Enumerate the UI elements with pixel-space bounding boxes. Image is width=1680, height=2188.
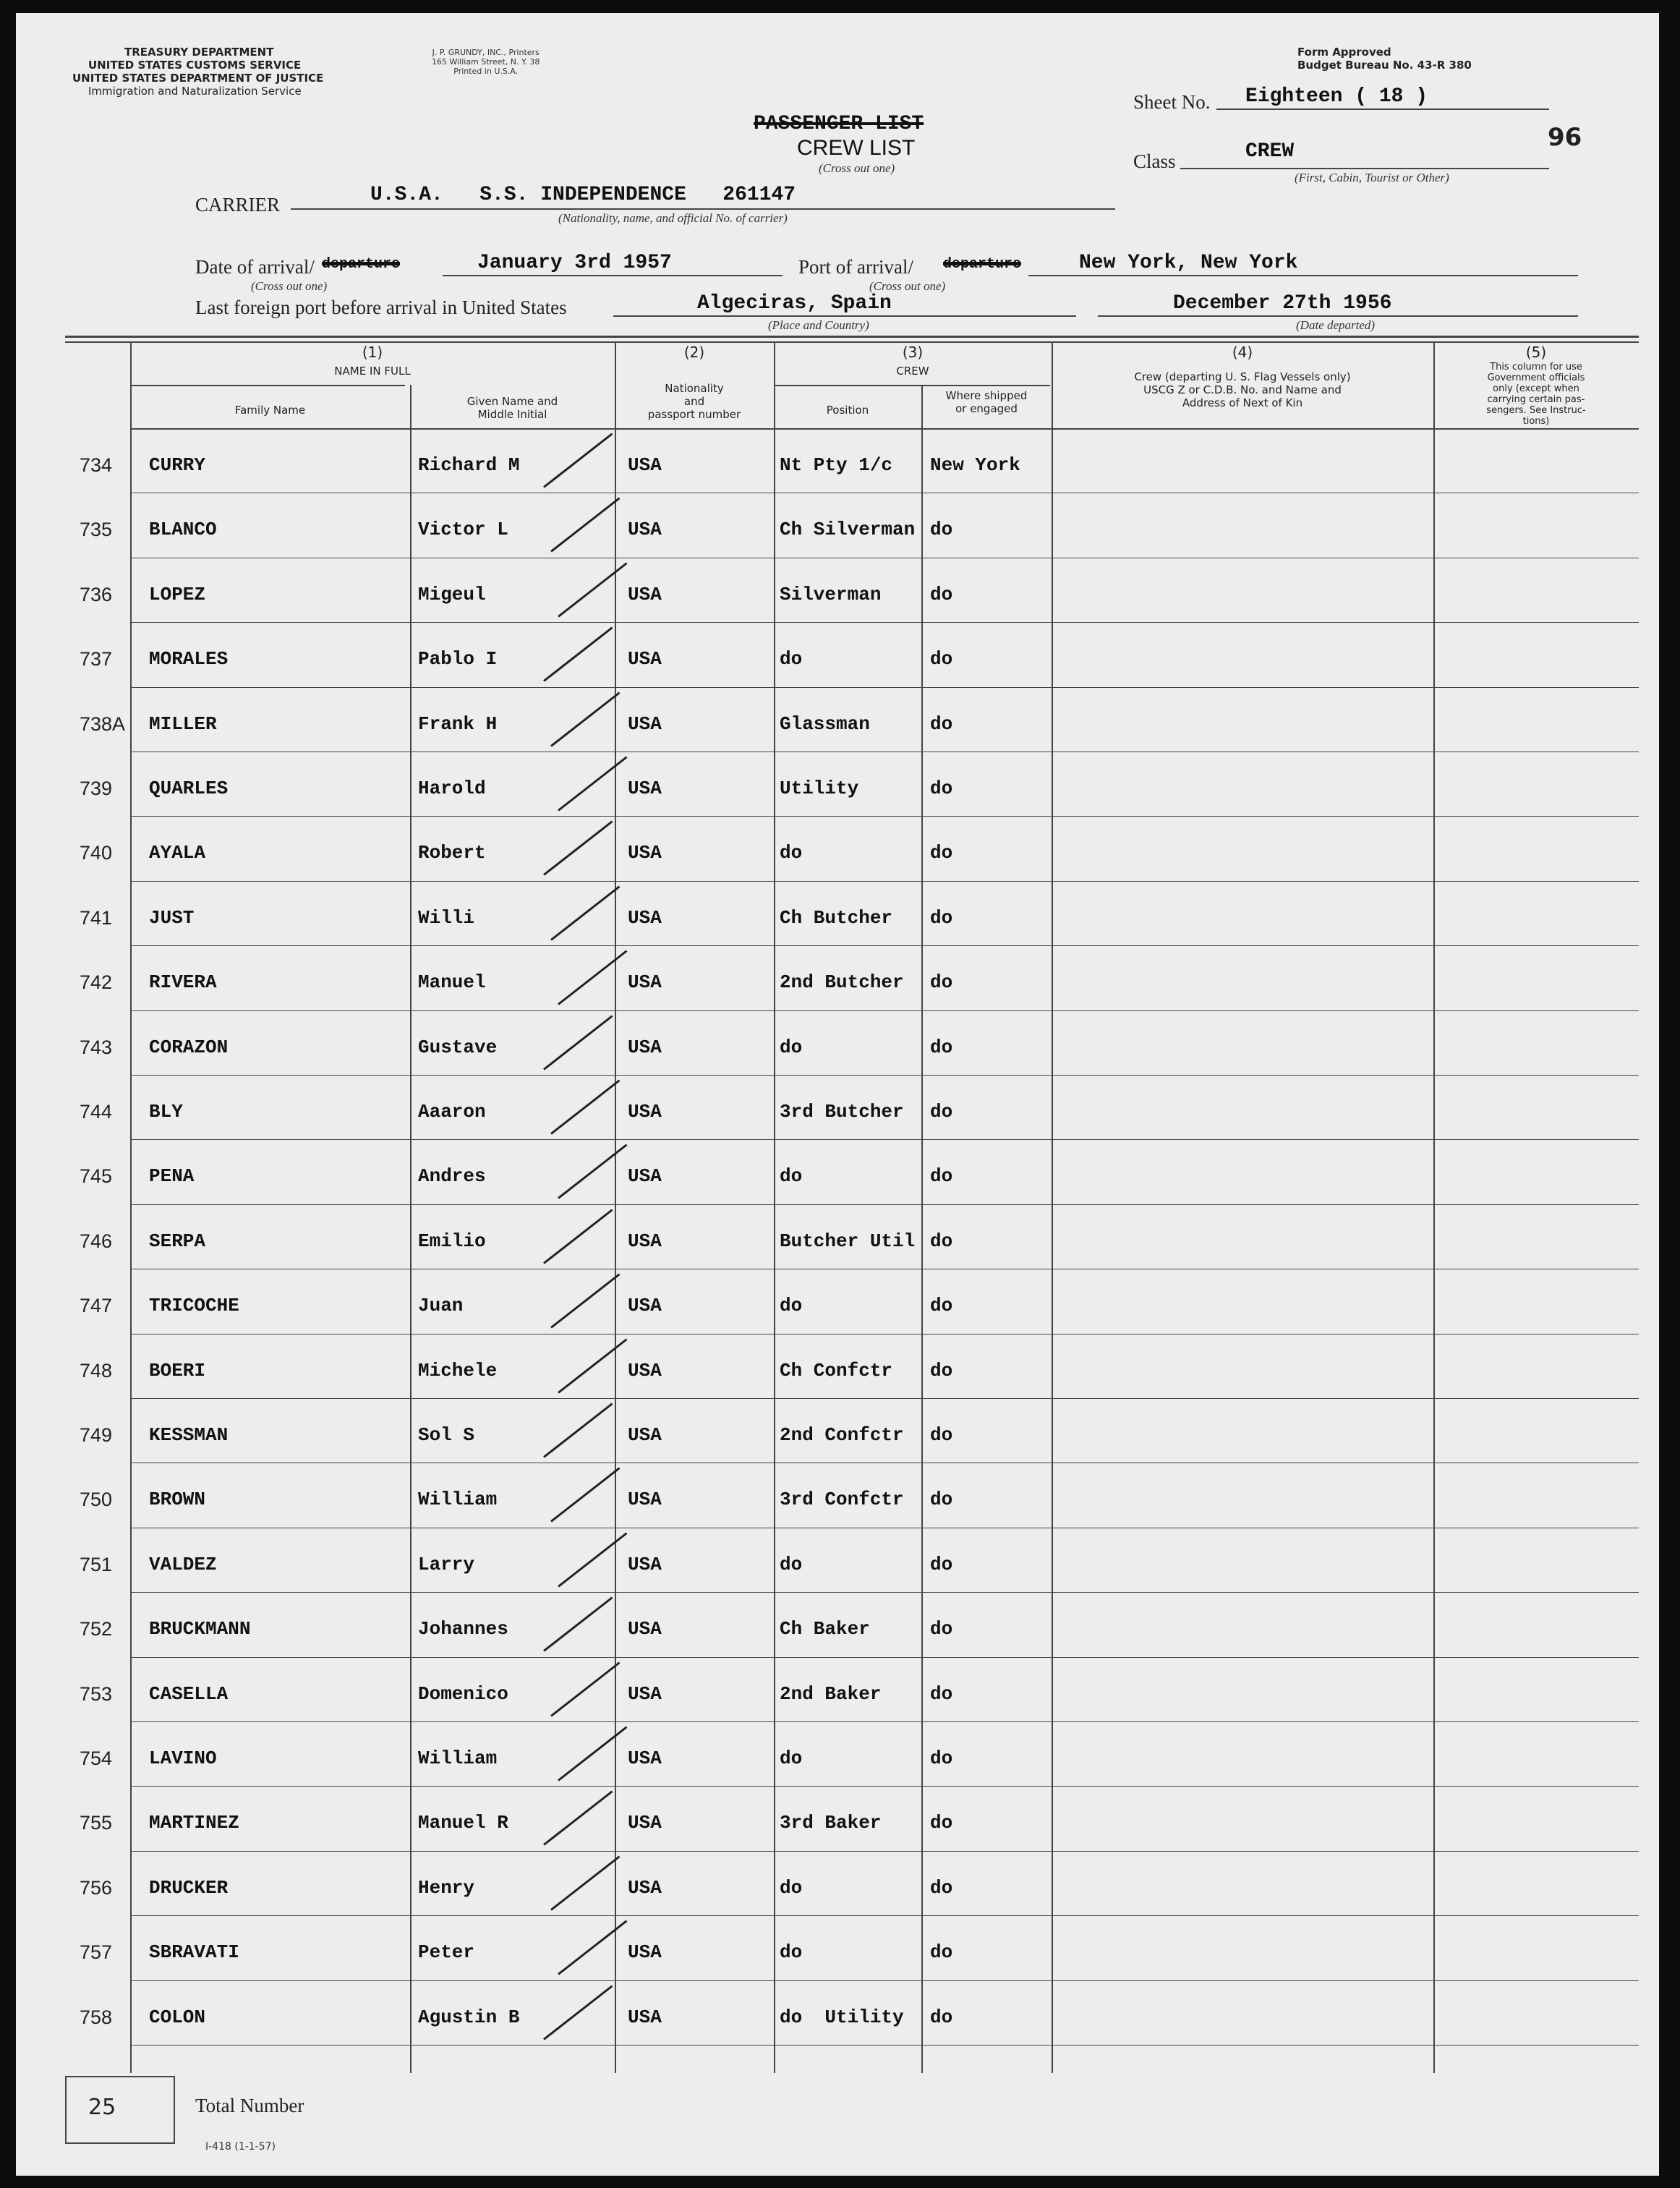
crew-header-rule [775, 385, 1050, 386]
position-cell: Ch Butcher [780, 906, 893, 929]
position-cell: 3rd Butcher [780, 1101, 904, 1123]
given-name-cell: Manuel R [418, 1812, 508, 1834]
check-mark [558, 950, 627, 1005]
position-cell: do [780, 1165, 803, 1188]
family-name-cell: TRICOCHE [149, 1295, 239, 1317]
shipped-header [921, 389, 1052, 415]
given-name-cell: Johannes [418, 1618, 508, 1640]
position-cell: do [780, 1941, 803, 1964]
nationality-cell: USA [628, 1618, 662, 1640]
position-header: Position [826, 404, 869, 417]
shipped-cell: do [930, 1941, 953, 1964]
shipped-cell: do [930, 971, 953, 994]
nationality-cell: USA [628, 778, 662, 799]
check-mark [550, 691, 620, 746]
shipped-cell: do [930, 1876, 953, 1899]
form-approved: Form Approved [1297, 46, 1391, 59]
check-mark [543, 1597, 613, 1652]
nationality-header-line: and [683, 395, 705, 408]
given-name-cell: Larry [418, 1553, 475, 1575]
nationality-cell: USA [628, 1295, 662, 1317]
given-name-cell: Victor L [418, 519, 508, 541]
family-name-cell: KESSMAN [149, 1424, 229, 1446]
printer-line: Printed in U.S.A. [453, 67, 519, 76]
row-number: 754 [80, 1748, 113, 1769]
row-rule [130, 1010, 1639, 1011]
family-name-cell: CASELLA [149, 1682, 229, 1705]
shipped-cell: do [930, 778, 953, 799]
shipped-cell: do [930, 1618, 953, 1640]
header-bottom-rule [130, 428, 1639, 430]
last-port-underline [613, 315, 1076, 317]
position-cell: do [780, 1748, 803, 1769]
nationality-cell: USA [628, 1682, 662, 1705]
family-name-cell: RIVERA [149, 971, 217, 994]
next-of-kin-header-line: Address of Next of Kin [1182, 396, 1303, 409]
shipped-cell: do [930, 1295, 953, 1317]
family-name-cell: LOPEZ [149, 583, 206, 605]
row-rule [130, 2045, 1639, 2046]
position-cell: Nt Pty 1/c [780, 454, 893, 476]
family-name-header: Family Name [234, 404, 306, 417]
sheet-underline [1216, 108, 1549, 110]
family-name-cell: MARTINEZ [149, 1812, 239, 1834]
form-code: I-418 (1-1-57) [205, 2141, 276, 2153]
position-cell: Ch Confctr [780, 1359, 893, 1382]
family-name-cell: SERPA [149, 1230, 206, 1252]
justice-header: UNITED STATES DEPARTMENT OF JUSTICE [72, 72, 324, 85]
row-number: 757 [80, 1941, 113, 1964]
row-number: 746 [80, 1230, 113, 1252]
row-number: 749 [80, 1424, 113, 1446]
row-rule [130, 816, 1639, 817]
row-number: 744 [80, 1101, 113, 1123]
given-name-cell: Agustin B [418, 2006, 520, 2028]
row-number: 745 [80, 1165, 113, 1188]
row-number: 753 [80, 1682, 113, 1705]
name-header-rule [130, 385, 405, 386]
port-label: Port of arrival/ [798, 256, 913, 278]
family-name-cell: LAVINO [149, 1748, 217, 1769]
position-cell: do [780, 842, 803, 864]
given-name-header-line: Middle Initial [477, 408, 547, 421]
given-name-cell: William [418, 1489, 498, 1511]
nationality-cell: USA [628, 1036, 662, 1058]
family-name-cell: MILLER [149, 712, 217, 735]
position-cell: do [780, 1036, 803, 1058]
date-arrival-value: January 3rd 1957 [477, 252, 672, 274]
shipped-cell: do [930, 1489, 953, 1511]
next-of-kin-header-line: Crew (departing U. S. Flag Vessels only) [1134, 370, 1351, 383]
check-mark [543, 1985, 613, 2040]
row-rule [130, 1075, 1639, 1076]
nationality-cell: USA [628, 519, 662, 541]
shipped-cell: do [930, 1748, 953, 1769]
date-departed-underline [1098, 315, 1578, 317]
date-arrival-label: Date of arrival/ [195, 256, 315, 278]
carrier-hint: (Nationality, name, and official No. of carrier) [558, 211, 788, 225]
carrier-value: U.S.A. S.S. INDEPENDENCE 261147 [370, 184, 796, 206]
crossed-title: PASSENGER LIST [754, 113, 924, 135]
column-divider [921, 385, 923, 2073]
col3-title: CREW [896, 365, 929, 378]
position-cell: Ch Baker [780, 1618, 870, 1640]
shipped-cell: do [930, 1553, 953, 1575]
shipped-cell: do [930, 1682, 953, 1705]
family-name-cell: MORALES [149, 648, 229, 671]
shipped-header-line: or engaged [955, 402, 1018, 415]
given-name-cell: Willi [418, 906, 475, 929]
position-cell: 2nd Baker [780, 1682, 882, 1705]
next-of-kin-header [1052, 370, 1433, 409]
shipped-cell: do [930, 519, 953, 541]
government-use-header-line: carrying certain pas- [1487, 394, 1585, 405]
row-number: 747 [80, 1295, 113, 1317]
check-mark [543, 1791, 613, 1846]
column-divider [774, 341, 775, 2073]
budget-bureau: Budget Bureau No. 43-R 380 [1297, 59, 1472, 72]
crew-list-form [16, 13, 1659, 2176]
given-name-cell: Peter [418, 1941, 475, 1964]
row-number: 751 [80, 1553, 113, 1575]
position-cell: Glassman [780, 712, 870, 735]
shipped-cell: New York [930, 454, 1020, 476]
family-name-cell: BRUCKMANN [149, 1618, 251, 1640]
shipped-cell: do [930, 1230, 953, 1252]
given-name-header [410, 395, 615, 421]
row-rule [130, 1851, 1639, 1852]
check-mark [550, 1468, 620, 1523]
page-number: 96 [1548, 123, 1582, 152]
position-cell: do [780, 1295, 803, 1317]
port-crossed: departure [943, 256, 1022, 273]
row-number: 750 [80, 1489, 113, 1511]
shipped-cell: do [930, 1101, 953, 1123]
row-rule [130, 1915, 1639, 1916]
given-name-cell: Aaaron [418, 1101, 486, 1123]
nationality-cell: USA [628, 1101, 662, 1123]
printer-line: 165 William Street, N. Y. 38 [432, 57, 540, 67]
class-underline [1180, 168, 1549, 169]
nationality-cell: USA [628, 1230, 662, 1252]
form-title: CREW LIST [797, 136, 916, 160]
nationality-cell: USA [628, 1748, 662, 1769]
government-use-header-line: sengers. See Instruc- [1486, 405, 1586, 416]
shipped-cell: do [930, 906, 953, 929]
next-of-kin-header-line: USCG Z or C.D.B. No. and Name and [1143, 383, 1342, 396]
check-mark [543, 1402, 613, 1457]
sheet-number: Eighteen ( 18 ) [1245, 85, 1428, 108]
port-value: New York, New York [1079, 252, 1298, 274]
shipped-cell: do [930, 842, 953, 864]
given-name-cell: Robert [418, 842, 486, 864]
nationality-cell: USA [628, 1553, 662, 1575]
total-box [65, 2076, 175, 2144]
nationality-cell: USA [628, 2006, 662, 2028]
nationality-cell: USA [628, 648, 662, 671]
position-cell: do [780, 1876, 803, 1899]
row-rule [130, 1204, 1639, 1205]
row-number: 734 [80, 454, 113, 476]
given-name-cell: Gustave [418, 1036, 498, 1058]
table-top-rule [65, 341, 1639, 343]
position-cell: Ch Silverman [780, 519, 916, 541]
row-rule [130, 1786, 1639, 1787]
nationality-cell: USA [628, 454, 662, 476]
family-name-cell: BROWN [149, 1489, 206, 1511]
given-name-cell: Andres [418, 1165, 486, 1188]
sheet-label: Sheet No. [1133, 91, 1211, 113]
shipped-header-line: Where shipped [945, 389, 1028, 402]
printer-line: J. P. GRUNDY, INC., Printers [432, 48, 540, 57]
government-use-header [1433, 362, 1639, 427]
family-name-cell: JUST [149, 906, 195, 929]
nationality-cell: USA [628, 1876, 662, 1899]
check-mark [550, 498, 620, 553]
family-name-cell: BOERI [149, 1359, 206, 1382]
check-mark [558, 562, 627, 617]
date-arrival-hint: (Cross out one) [251, 279, 328, 293]
check-mark [543, 433, 613, 488]
col5-number: (5) [1525, 344, 1547, 361]
position-cell: 3rd Confctr [780, 1489, 904, 1511]
check-mark [550, 1661, 620, 1716]
given-name-cell: William [418, 1748, 498, 1769]
port-hint: (Cross out one) [869, 279, 946, 293]
carrier-underline [291, 208, 1115, 210]
col1-title: NAME IN FULL [334, 365, 411, 378]
row-rule [130, 1657, 1639, 1658]
position-cell: do [780, 648, 803, 671]
nationality-cell: USA [628, 583, 662, 605]
given-name-cell: Sol S [418, 1424, 475, 1446]
family-name-cell: DRUCKER [149, 1876, 229, 1899]
position-cell: 2nd Confctr [780, 1424, 904, 1446]
check-mark [550, 1855, 620, 1910]
column-divider [130, 341, 132, 2073]
table-top-rule [65, 336, 1639, 338]
date-departed-value: December 27th 1956 [1173, 292, 1392, 315]
row-rule [130, 945, 1639, 946]
row-number: 748 [80, 1359, 113, 1382]
col3-number: (3) [902, 344, 924, 361]
shipped-cell: do [930, 712, 953, 735]
given-name-cell: Frank H [418, 712, 498, 735]
given-name-cell: Manuel [418, 971, 486, 994]
nationality-header [615, 382, 774, 421]
given-name-cell: Harold [418, 778, 486, 799]
treasury-header: TREASURY DEPARTMENT [124, 46, 274, 59]
row-number: 752 [80, 1618, 113, 1640]
nationality-cell: USA [628, 1941, 662, 1964]
printer-info [432, 48, 540, 76]
row-rule [130, 1592, 1639, 1593]
col2-number: (2) [683, 344, 705, 361]
port-underline [1028, 275, 1578, 276]
nationality-cell: USA [628, 971, 662, 994]
column-divider [1052, 341, 1053, 2073]
given-name-cell: Richard M [418, 454, 520, 476]
position-cell: Utility [780, 778, 859, 799]
date-arrival-underline [443, 275, 783, 276]
row-rule [130, 687, 1639, 688]
nationality-cell: USA [628, 712, 662, 735]
total-label: Total Number [195, 2095, 304, 2116]
row-number: 755 [80, 1812, 113, 1834]
carrier-label: CARRIER [195, 194, 281, 216]
family-name-cell: PENA [149, 1165, 195, 1188]
nationality-cell: USA [628, 1359, 662, 1382]
nationality-header-line: passport number [647, 408, 741, 421]
col4-number: (4) [1232, 344, 1253, 361]
col1-number: (1) [362, 344, 383, 361]
row-rule [130, 1721, 1639, 1722]
row-number: 743 [80, 1036, 113, 1058]
family-name-cell: CURRY [149, 454, 206, 476]
nationality-cell: USA [628, 1812, 662, 1834]
given-name-cell: Juan [418, 1295, 464, 1317]
given-name-header-line: Given Name and [466, 395, 558, 408]
total-value: 25 [88, 2095, 116, 2120]
class-label: Class [1133, 150, 1176, 172]
shipped-cell: do [930, 1165, 953, 1188]
check-mark [543, 1015, 613, 1070]
last-port-value: Algeciras, Spain [697, 292, 892, 315]
row-number: 736 [80, 583, 113, 605]
family-name-cell: SBRAVATI [149, 1941, 239, 1964]
check-mark [558, 1338, 627, 1393]
check-mark [558, 1920, 627, 1975]
row-number: 741 [80, 906, 113, 929]
customs-header: UNITED STATES CUSTOMS SERVICE [88, 59, 302, 72]
position-cell: 2nd Butcher [780, 971, 904, 994]
family-name-cell: BLANCO [149, 519, 217, 541]
check-mark [558, 756, 627, 811]
column-divider [1433, 341, 1435, 2073]
shipped-cell: do [930, 1359, 953, 1382]
given-name-cell: Domenico [418, 1682, 508, 1705]
nationality-cell: USA [628, 906, 662, 929]
government-use-header-line: This column for use [1490, 362, 1582, 373]
row-number: 742 [80, 971, 113, 994]
family-name-cell: QUARLES [149, 778, 229, 799]
column-divider [615, 341, 616, 2073]
row-number: 756 [80, 1876, 113, 1899]
check-mark [543, 1209, 613, 1264]
position-cell: do [780, 1553, 803, 1575]
nationality-cell: USA [628, 1165, 662, 1188]
check-mark [550, 1274, 620, 1329]
shipped-cell: do [930, 1424, 953, 1446]
row-rule [130, 1980, 1639, 1981]
row-rule [130, 1139, 1639, 1140]
shipped-cell: do [930, 648, 953, 671]
class-hint: (First, Cabin, Tourist or Other) [1295, 171, 1449, 184]
shipped-cell: do [930, 1812, 953, 1834]
nationality-cell: USA [628, 1424, 662, 1446]
family-name-cell: COLON [149, 2006, 206, 2028]
government-use-header-line: Government officials [1487, 373, 1585, 383]
check-mark [558, 1144, 627, 1199]
last-port-hint: (Place and Country) [768, 318, 869, 332]
ins-header: Immigration and Naturalization Service [88, 85, 302, 98]
position-cell: Silverman [780, 583, 882, 605]
check-mark [558, 1726, 627, 1781]
row-number: 737 [80, 648, 113, 671]
position-cell: Butcher Util [780, 1230, 916, 1252]
last-port-label: Last foreign port before arrival in United States [195, 297, 567, 318]
family-name-cell: CORAZON [149, 1036, 229, 1058]
family-name-cell: BLY [149, 1101, 183, 1123]
title-hint: (Cross out one) [819, 161, 895, 175]
government-use-header-line: tions) [1522, 416, 1550, 427]
check-mark [543, 821, 613, 876]
check-mark [550, 1079, 620, 1134]
row-number: 758 [80, 2006, 113, 2028]
date-departed-hint: (Date departed) [1296, 318, 1376, 332]
government-use-header-line: only (except when [1493, 383, 1579, 394]
position-cell: 3rd Baker [780, 1812, 882, 1834]
given-name-cell: Pablo I [418, 648, 498, 671]
row-rule [130, 1398, 1639, 1399]
given-name-cell: Henry [418, 1876, 475, 1899]
given-name-cell: Emilio [418, 1230, 486, 1252]
column-divider [410, 385, 412, 2073]
family-name-cell: AYALA [149, 842, 206, 864]
shipped-cell: do [930, 1036, 953, 1058]
nationality-cell: USA [628, 1489, 662, 1511]
nationality-header-line: Nationality [665, 382, 724, 395]
nationality-cell: USA [628, 842, 662, 864]
date-arrival-crossed: departure [322, 256, 401, 273]
class-value: CREW [1245, 140, 1295, 163]
check-mark [558, 1532, 627, 1587]
shipped-cell: do [930, 2006, 953, 2028]
row-number: 739 [80, 778, 113, 799]
row-number: 738A [80, 712, 126, 735]
row-rule [130, 622, 1639, 623]
family-name-cell: VALDEZ [149, 1553, 217, 1575]
shipped-cell: do [930, 583, 953, 605]
position-cell: do Utility [780, 2006, 904, 2028]
row-number: 740 [80, 842, 113, 864]
row-number: 735 [80, 519, 113, 541]
given-name-cell: Michele [418, 1359, 498, 1382]
check-mark [550, 885, 620, 940]
row-rule [130, 881, 1639, 882]
check-mark [543, 627, 613, 682]
given-name-cell: Migeul [418, 583, 486, 605]
